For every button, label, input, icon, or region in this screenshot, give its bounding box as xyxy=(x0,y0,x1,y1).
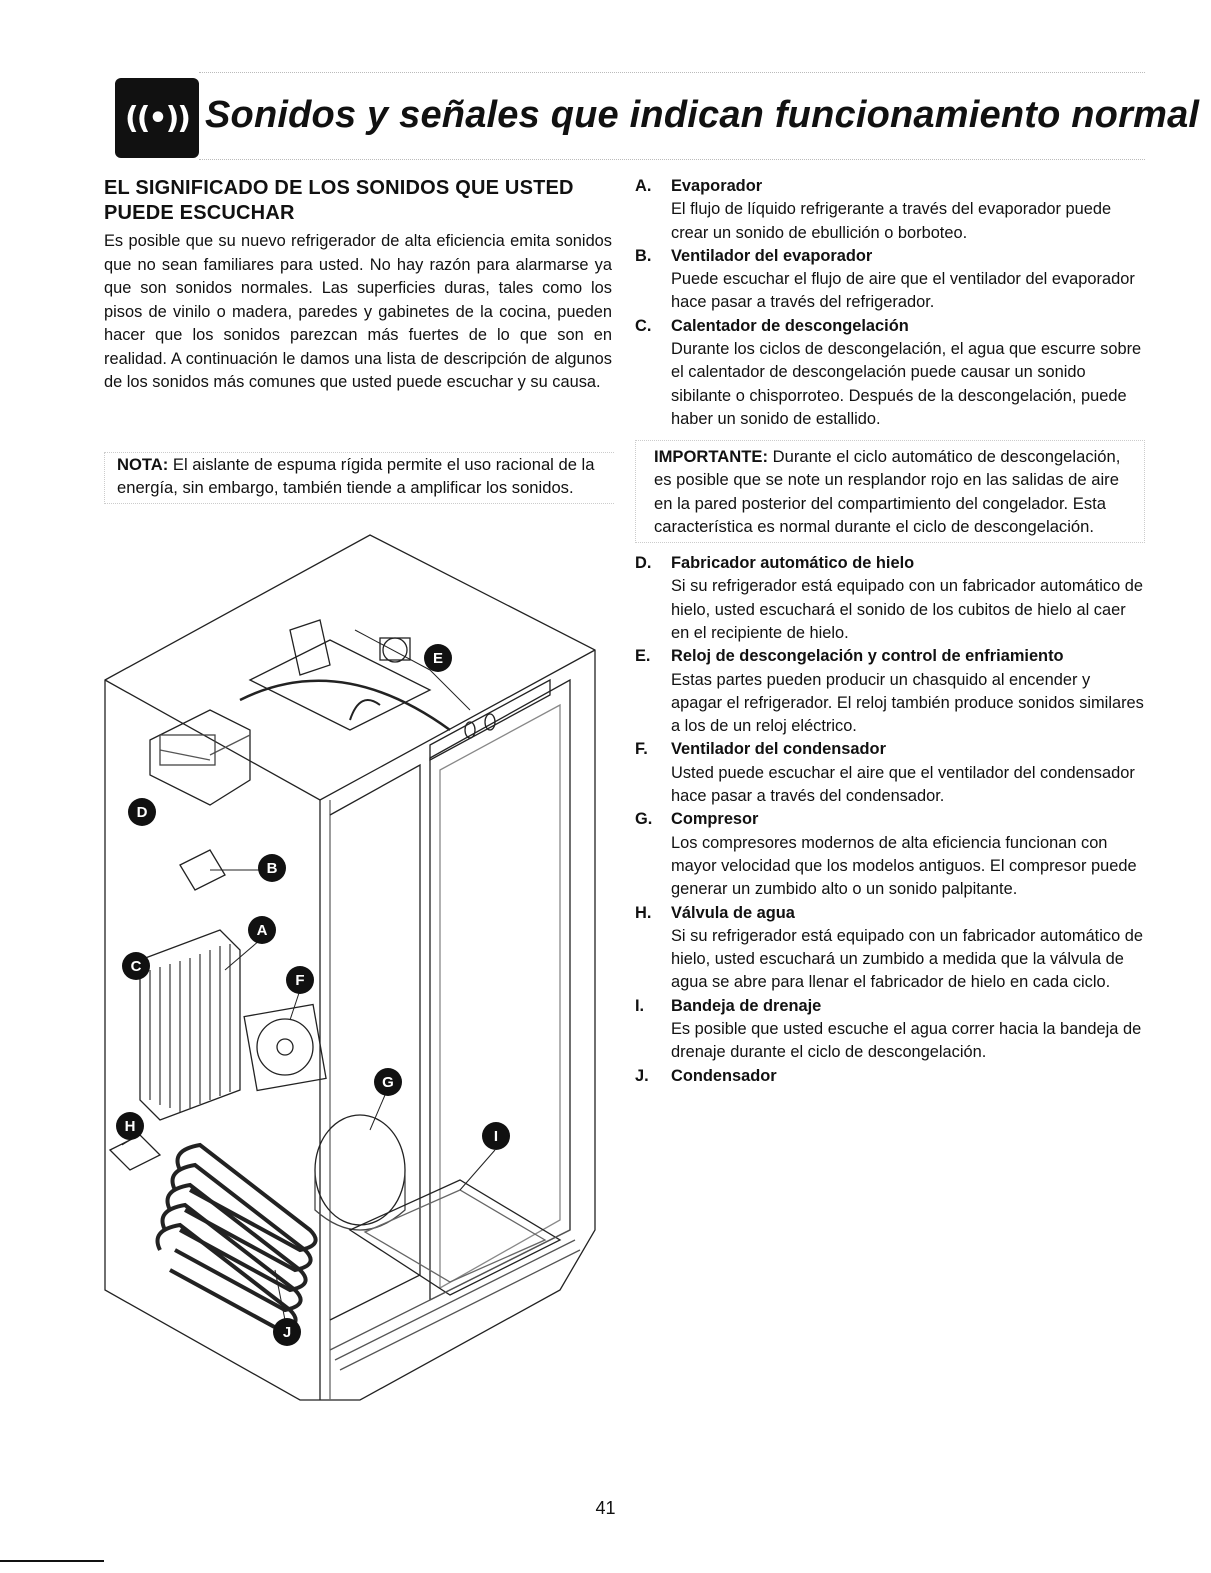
page-title: Sonidos y señales que indican funcionamiento normal xyxy=(205,94,1200,136)
svg-text:A: A xyxy=(256,922,268,939)
item-body: Puede escuchar el flujo de aire que el ventilador del evaporador hace pasar a través del refrigerador. xyxy=(671,270,1135,312)
page-number: 41 xyxy=(595,1498,616,1518)
item-letter: G. xyxy=(635,810,653,829)
left-column xyxy=(104,176,612,395)
item-body: Si su refrigerador está equipado con un fabricador automático de hielo, usted escuchará el sonido de los cubitos de hielo al caer en el recipiente de hielo. xyxy=(671,577,1143,642)
item-title: Válvula de agua xyxy=(671,903,795,922)
list-item xyxy=(635,738,1145,808)
item-body: Es posible que usted escuche el agua correr hacia la bandeja de drenaje durante el ciclo de descongelación. xyxy=(671,1020,1142,1062)
refrigerator-rear-illustration xyxy=(100,530,615,1410)
item-title: Calentador de descongelación xyxy=(671,316,909,335)
item-title: Fabricador automático de hielo xyxy=(671,554,915,573)
sound-waves-icon: ((•)) xyxy=(115,78,199,158)
callout-a xyxy=(248,916,276,944)
item-letter: D. xyxy=(635,554,652,573)
item-letter: B. xyxy=(635,246,652,265)
item-letter: J. xyxy=(635,1066,649,1085)
list-item xyxy=(635,902,1145,995)
important-box xyxy=(635,440,1145,543)
intro-paragraph: Es posible que su nuevo refrigerador de alta eficiencia emita sonidos que no sean familiares para usted. No hay razón para alarmarse ya que son sonidos normales. Las superficies duras, tales como los pisos de vinilo o madera, paredes y gabinetes de la cocina, pueden hacer que los sonidos parezcan más fuertes de lo que son en realidad. A continuación le damos una lista de descripción de algunos de los sonidos más comunes que usted puede escuchar y su causa. xyxy=(104,232,612,391)
note-box xyxy=(104,452,614,504)
item-title: Ventilador del condensador xyxy=(671,740,886,759)
important-text: Durante el ciclo automático de descongelación, es posible que se note un resplandor rojo en las salidas de aire en la pared posterior del compartimiento del congelador. Esta característica es normal durante el ciclo de descongelación. xyxy=(654,447,1121,536)
list-item xyxy=(635,175,1145,245)
callout-f xyxy=(286,966,314,994)
list-item xyxy=(635,645,1145,738)
svg-text:G: G xyxy=(382,1074,394,1091)
list-item xyxy=(635,808,1145,901)
page-header xyxy=(115,72,1200,158)
footer-rule xyxy=(0,1560,104,1562)
note-text: El aislante de espuma rígida permite el uso racional de la energía, sin embargo, también tiende a amplificar los sonidos. xyxy=(117,455,595,497)
callout-i xyxy=(482,1122,510,1150)
svg-text:F: F xyxy=(295,972,305,989)
note-label: NOTA: xyxy=(117,455,169,474)
item-letter: I. xyxy=(635,996,645,1015)
item-letter: A. xyxy=(635,177,652,195)
svg-text:I: I xyxy=(493,1128,499,1145)
item-body: El flujo de líquido refrigerante a través del evaporador puede crear un sonido de ebullición o borboteo. xyxy=(671,200,1112,242)
callout-e xyxy=(424,644,452,672)
important-label: IMPORTANTE: xyxy=(654,447,768,467)
callout-h xyxy=(116,1112,144,1140)
svg-text:D: D xyxy=(136,804,148,821)
svg-text:B: B xyxy=(266,860,278,877)
item-letter: C. xyxy=(635,316,652,335)
item-title: Reloj de descongelación y control de enfriamiento xyxy=(671,647,1064,666)
list-item xyxy=(635,315,1145,431)
svg-text:C: C xyxy=(130,958,142,975)
item-title: Evaporador xyxy=(671,177,763,195)
item-body: Estas partes pueden producir un chasquido al encender y apagar el refrigerador. El reloj también produce sonidos similares a los de un reloj eléctrico. xyxy=(671,670,1144,736)
list-item xyxy=(635,995,1145,1065)
item-body: Durante los ciclos de descongelación, el agua que escurre sobre el calentador de descongelación puede causar un sonido sibilante o chisporroteo. Después de la descongelación, puede haber un sonido de estallido. xyxy=(671,340,1142,428)
right-column xyxy=(635,175,1145,1088)
item-title: Bandeja de drenaje xyxy=(671,996,822,1015)
callout-j xyxy=(273,1318,301,1346)
svg-text:J: J xyxy=(282,1324,292,1341)
list-item xyxy=(635,1065,1145,1088)
item-body: Usted puede escuchar el aire que el ventilador del condensador hace pasar a través del condensador. xyxy=(671,763,1135,806)
item-letter: E. xyxy=(635,647,651,666)
item-body: Los compresores modernos de alta eficiencia funcionan con mayor velocidad que los modelos antiguos. El compresor puede generar un zumbido alto o un sonido palpitante. xyxy=(671,833,1137,899)
item-body: Si su refrigerador está equipado con un fabricador automático de hielo, usted escuchará un zumbido a medida que la válvula de agua se abre para llenar el fabricador de hielo en cada ciclo. xyxy=(671,926,1143,992)
svg-text:H: H xyxy=(124,1118,136,1135)
section-heading: EL SIGNIFICADO DE LOS SONIDOS QUE USTED PUEDE ESCUCHAR xyxy=(104,177,574,224)
callout-b xyxy=(258,854,286,882)
item-title: Ventilador del evaporador xyxy=(671,246,873,265)
item-title: Condensador xyxy=(671,1066,777,1085)
item-letter: F. xyxy=(635,740,648,759)
callout-c xyxy=(122,952,150,980)
callout-g xyxy=(374,1068,402,1096)
callout-d xyxy=(128,798,156,826)
list-item xyxy=(635,552,1145,645)
svg-text:E: E xyxy=(432,650,444,667)
item-title: Compresor xyxy=(671,810,759,829)
item-letter: H. xyxy=(635,903,652,922)
refrigerator-diagram xyxy=(100,530,615,1410)
list-item xyxy=(635,245,1145,315)
